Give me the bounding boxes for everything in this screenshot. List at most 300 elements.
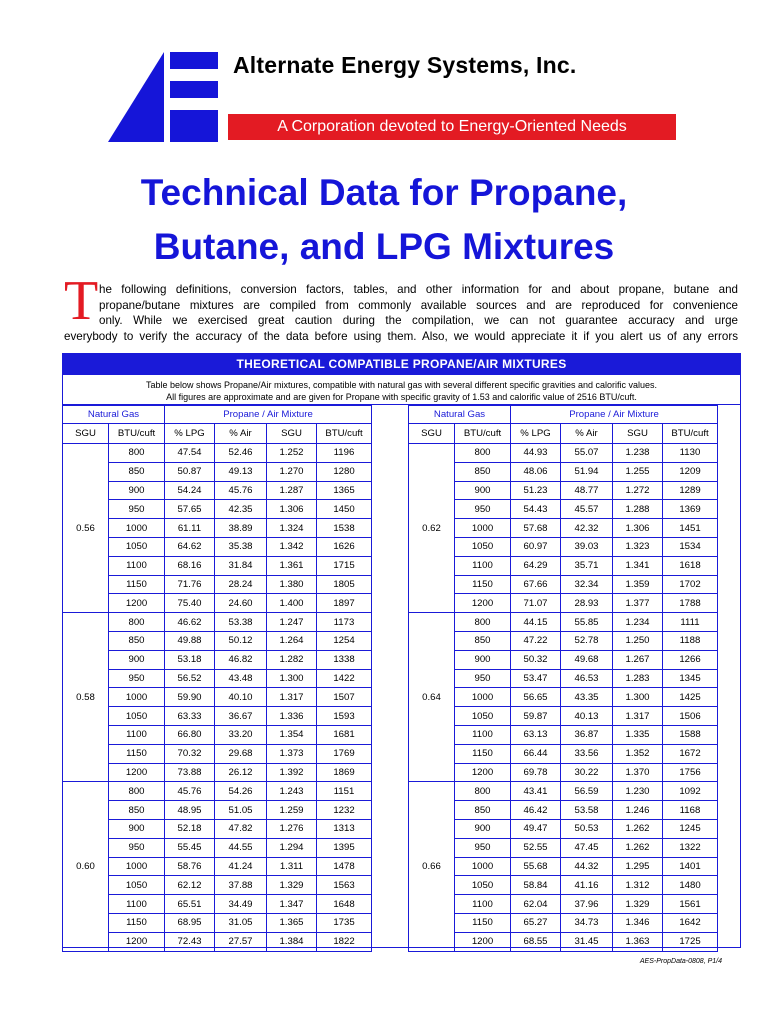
table-cell: 59.87 <box>511 707 561 726</box>
table-cell: 63.13 <box>511 725 561 744</box>
table-cell: 49.88 <box>165 631 215 650</box>
table-cell: 1.262 <box>613 838 663 857</box>
table-cell: 1.262 <box>613 819 663 838</box>
table-row <box>63 876 372 895</box>
table-row <box>63 838 372 857</box>
table-cell: 53.18 <box>165 650 215 669</box>
table-cell: 1.294 <box>267 838 317 857</box>
column-header: BTU/cuft <box>109 424 165 444</box>
table-cell: 1.380 <box>267 575 317 594</box>
table-cell: 55.85 <box>561 613 613 632</box>
table-cell: 1.306 <box>613 519 663 538</box>
table-row <box>63 725 372 744</box>
table-cell: 1.250 <box>613 631 663 650</box>
table-row <box>63 556 372 575</box>
table-cell: 1822 <box>317 932 372 951</box>
table-cell: 64.62 <box>165 537 215 556</box>
table-cell: 65.51 <box>165 895 215 914</box>
table-cell: 1150 <box>109 575 165 594</box>
table-cell: 1.346 <box>613 913 663 932</box>
table-cell: 71.07 <box>511 594 561 613</box>
table-cell: 1100 <box>455 895 511 914</box>
table-row <box>63 631 372 650</box>
table-cell: 800 <box>455 782 511 801</box>
table-cell: 1.324 <box>267 519 317 538</box>
table-row <box>63 895 372 914</box>
table-row <box>409 669 718 688</box>
table-cell: 1000 <box>109 688 165 707</box>
table-cell: 1.317 <box>267 688 317 707</box>
table-cell: 70.32 <box>165 744 215 763</box>
table-cell: 1.288 <box>613 500 663 519</box>
table-row <box>409 500 718 519</box>
table-cell: 1.252 <box>267 444 317 463</box>
group-header-natural-gas: Natural Gas <box>63 406 165 424</box>
table-cell: 49.68 <box>561 650 613 669</box>
page-title-line2: Butane, and LPG Mixtures <box>153 226 615 267</box>
table-cell: 1.272 <box>613 481 663 500</box>
table-cell: 28.93 <box>561 594 613 613</box>
natural-gas-sgu: 0.56 <box>63 444 109 613</box>
table-cell: 1200 <box>109 932 165 951</box>
table-desc-line1: Table below shows Propane/Air mixtures, compatible with natural gas with several different specific gravities and calorific values. <box>145 380 658 390</box>
table-cell: 1425 <box>663 688 718 707</box>
table-cell: 31.45 <box>561 932 613 951</box>
table-cell: 1401 <box>663 857 718 876</box>
table-row <box>63 650 372 669</box>
table-cell: 52.78 <box>561 631 613 650</box>
table-cell: 31.84 <box>215 556 267 575</box>
table-cell: 1150 <box>455 575 511 594</box>
table-cell: 47.22 <box>511 631 561 650</box>
table-cell: 1.323 <box>613 537 663 556</box>
table-cell: 1422 <box>317 669 372 688</box>
table-cell: 900 <box>455 650 511 669</box>
table-cell: 54.43 <box>511 500 561 519</box>
table-cell: 58.76 <box>165 857 215 876</box>
table-row <box>63 819 372 838</box>
table-cell: 900 <box>109 481 165 500</box>
table-cell: 55.68 <box>511 857 561 876</box>
table-cell: 1130 <box>663 444 718 463</box>
table-cell: 35.71 <box>561 556 613 575</box>
natural-gas-sgu: 0.60 <box>63 782 109 951</box>
table-row <box>409 519 718 538</box>
table-cell: 1150 <box>109 744 165 763</box>
table-cell: 1200 <box>455 763 511 782</box>
table-cell: 1100 <box>455 725 511 744</box>
table-cell: 1.283 <box>613 669 663 688</box>
table-row <box>409 744 718 763</box>
table-cell: 59.90 <box>165 688 215 707</box>
natural-gas-sgu: 0.62 <box>409 444 455 613</box>
table-row <box>409 481 718 500</box>
table-cell: 1.270 <box>267 462 317 481</box>
table-cell: 1.335 <box>613 725 663 744</box>
aes-logo <box>108 52 218 142</box>
table-cell: 1111 <box>663 613 718 632</box>
mixture-table-right <box>408 405 718 952</box>
table-cell: 46.82 <box>215 650 267 669</box>
intro-line: propane/butane mixtures are compiled from commonly available sources and are reproduced for convenience <box>99 298 738 312</box>
table-cell: 1313 <box>317 819 372 838</box>
table-row <box>409 838 718 857</box>
column-header: % Air <box>215 424 267 444</box>
table-cell: 1506 <box>663 707 718 726</box>
table-cell: 75.40 <box>165 594 215 613</box>
intro-line: he following definitions, conversion factors, tables, and other information for and about propane, butane and <box>99 283 738 296</box>
table-cell: 1756 <box>663 763 718 782</box>
table-cell: 42.32 <box>561 519 613 538</box>
natural-gas-sgu: 0.64 <box>409 613 455 782</box>
table-cell: 950 <box>455 500 511 519</box>
page-title-line1: Technical Data for Propane, <box>140 172 628 213</box>
table-row <box>409 556 718 575</box>
table-cell: 1.234 <box>613 613 663 632</box>
table-cell: 1.347 <box>267 895 317 914</box>
table-cell: 1100 <box>455 556 511 575</box>
table-cell: 73.88 <box>165 763 215 782</box>
table-cell: 45.76 <box>165 782 215 801</box>
table-description <box>63 375 740 405</box>
table-cell: 1593 <box>317 707 372 726</box>
intro-paragraph <box>64 282 738 344</box>
table-cell: 56.52 <box>165 669 215 688</box>
table-row <box>409 444 718 463</box>
table-cell: 1642 <box>663 913 718 932</box>
table-cell: 32.34 <box>561 575 613 594</box>
table-cell: 43.41 <box>511 782 561 801</box>
table-row <box>63 669 372 688</box>
table-cell: 51.94 <box>561 462 613 481</box>
table-cell: 64.29 <box>511 556 561 575</box>
intro-line: everybody to verify the accuracy of the data before using them. Also, we would appreciate it if you alert us of any errors <box>64 329 738 343</box>
table-cell: 31.05 <box>215 913 267 932</box>
table-cell: 1.329 <box>613 895 663 914</box>
table-cell: 1.311 <box>267 857 317 876</box>
table-cell: 30.22 <box>561 763 613 782</box>
company-name: Alternate Energy Systems, Inc. <box>233 52 577 78</box>
table-cell: 1050 <box>109 537 165 556</box>
table-cell: 52.46 <box>215 444 267 463</box>
table-cell: 1672 <box>663 744 718 763</box>
table-cell: 1322 <box>663 838 718 857</box>
table-cell: 1561 <box>663 895 718 914</box>
table-cell: 39.03 <box>561 537 613 556</box>
table-cell: 1480 <box>663 876 718 895</box>
table-cell: 1151 <box>317 782 372 801</box>
table-cell: 51.05 <box>215 801 267 820</box>
table-cell: 1588 <box>663 725 718 744</box>
table-row <box>63 688 372 707</box>
table-cell: 1232 <box>317 801 372 820</box>
table-cell: 800 <box>455 444 511 463</box>
table-row <box>409 876 718 895</box>
table-cell: 36.67 <box>215 707 267 726</box>
table-cell: 33.20 <box>215 725 267 744</box>
table-cell: 1618 <box>663 556 718 575</box>
table-row <box>409 895 718 914</box>
table-cell: 51.23 <box>511 481 561 500</box>
table-cell: 1188 <box>663 631 718 650</box>
table-cell: 1150 <box>455 913 511 932</box>
table-cell: 1.230 <box>613 782 663 801</box>
natural-gas-sgu: 0.66 <box>409 782 455 951</box>
table-cell: 1200 <box>455 594 511 613</box>
table-cell: 1254 <box>317 631 372 650</box>
table-row <box>409 801 718 820</box>
table-cell: 1.377 <box>613 594 663 613</box>
table-cell: 1725 <box>663 932 718 951</box>
table-cell: 1.247 <box>267 613 317 632</box>
table-row <box>63 763 372 782</box>
table-cell: 1.384 <box>267 932 317 951</box>
table-cell: 1092 <box>663 782 718 801</box>
table-cell: 850 <box>455 631 511 650</box>
table-cell: 850 <box>455 462 511 481</box>
table-cell: 900 <box>109 650 165 669</box>
table-cell: 46.62 <box>165 613 215 632</box>
table-cell: 850 <box>109 631 165 650</box>
table-cell: 46.42 <box>511 801 561 820</box>
table-cell: 1000 <box>455 519 511 538</box>
table-cell: 800 <box>455 613 511 632</box>
table-cell: 43.35 <box>561 688 613 707</box>
table-cell: 1245 <box>663 819 718 838</box>
table-row <box>409 575 718 594</box>
table-cell: 49.13 <box>215 462 267 481</box>
table-cell: 43.48 <box>215 669 267 688</box>
table-cell: 1769 <box>317 744 372 763</box>
table-cell: 57.68 <box>511 519 561 538</box>
table-cell: 1200 <box>109 763 165 782</box>
table-cell: 62.04 <box>511 895 561 914</box>
table-cell: 47.45 <box>561 838 613 857</box>
table-cell: 1.282 <box>267 650 317 669</box>
table-cell: 1050 <box>455 537 511 556</box>
table-cell: 48.06 <box>511 462 561 481</box>
table-cell: 60.97 <box>511 537 561 556</box>
table-cell: 1.363 <box>613 932 663 951</box>
table-cell: 72.43 <box>165 932 215 951</box>
table-cell: 63.33 <box>165 707 215 726</box>
table-cell: 1100 <box>109 556 165 575</box>
table-cell: 24.60 <box>215 594 267 613</box>
table-cell: 61.11 <box>165 519 215 538</box>
table-row <box>409 613 718 632</box>
table-cell: 52.18 <box>165 819 215 838</box>
table-cell: 1050 <box>109 707 165 726</box>
table-cell: 1534 <box>663 537 718 556</box>
column-header: % Air <box>561 424 613 444</box>
table-cell: 1050 <box>455 876 511 895</box>
table-cell: 950 <box>109 838 165 857</box>
table-cell: 41.16 <box>561 876 613 895</box>
table-cell: 1.336 <box>267 707 317 726</box>
table-row <box>63 575 372 594</box>
table-cell: 1395 <box>317 838 372 857</box>
table-cell: 1050 <box>109 876 165 895</box>
table-cell: 1.255 <box>613 462 663 481</box>
table-cell: 53.58 <box>561 801 613 820</box>
column-header: SGU <box>63 424 109 444</box>
column-header: SGU <box>613 424 663 444</box>
table-cell: 1.400 <box>267 594 317 613</box>
table-cell: 1289 <box>663 481 718 500</box>
mixture-table-left <box>62 405 372 952</box>
table-cell: 1.354 <box>267 725 317 744</box>
table-cell: 1100 <box>109 725 165 744</box>
table-cell: 1.370 <box>613 763 663 782</box>
table-cell: 1150 <box>455 744 511 763</box>
table-cell: 1100 <box>109 895 165 914</box>
table-cell: 37.88 <box>215 876 267 895</box>
table-row <box>409 688 718 707</box>
table-cell: 45.76 <box>215 481 267 500</box>
table-cell: 1648 <box>317 895 372 914</box>
table-cell: 1788 <box>663 594 718 613</box>
table-cell: 1266 <box>663 650 718 669</box>
table-cell: 950 <box>455 838 511 857</box>
table-cell: 1280 <box>317 462 372 481</box>
table-cell: 55.45 <box>165 838 215 857</box>
table-row <box>409 725 718 744</box>
table-cell: 53.47 <box>511 669 561 688</box>
column-header: BTU/cuft <box>663 424 718 444</box>
table-cell: 47.54 <box>165 444 215 463</box>
table-cell: 45.57 <box>561 500 613 519</box>
table-row <box>63 462 372 481</box>
table-cell: 27.57 <box>215 932 267 951</box>
table-cell: 49.47 <box>511 819 561 838</box>
table-cell: 1168 <box>663 801 718 820</box>
table-cell: 1.329 <box>267 876 317 895</box>
group-header-propane-air: Propane / Air Mixture <box>511 406 718 424</box>
table-row <box>63 744 372 763</box>
table-cell: 1.295 <box>613 857 663 876</box>
table-cell: 950 <box>109 500 165 519</box>
table-desc-line2: All figures are approximate and are given for Propane with specific gravity of 1.53 and calorific value of 2516 BTU/cuft. <box>166 392 637 402</box>
table-row <box>63 444 372 463</box>
table-cell: 1338 <box>317 650 372 669</box>
intro-line: only. While we exercised great caution during the compilation, we can not guarantee accuracy and urge <box>99 314 738 327</box>
table-row <box>409 537 718 556</box>
company-tagline: A Corporation devoted to Energy-Oriented Needs <box>228 114 676 140</box>
table-cell: 1.264 <box>267 631 317 650</box>
table-cell: 1150 <box>109 913 165 932</box>
table-cell: 1.259 <box>267 801 317 820</box>
table-cell: 62.12 <box>165 876 215 895</box>
table-cell: 1.361 <box>267 556 317 575</box>
table-cell: 68.95 <box>165 913 215 932</box>
table-cell: 68.16 <box>165 556 215 575</box>
table-cell: 50.53 <box>561 819 613 838</box>
table-row <box>63 857 372 876</box>
table-row <box>63 932 372 951</box>
table-cell: 1626 <box>317 537 372 556</box>
table-cell: 950 <box>455 669 511 688</box>
table-cell: 1735 <box>317 913 372 932</box>
table-row <box>63 801 372 820</box>
table-cell: 1897 <box>317 594 372 613</box>
column-header: SGU <box>267 424 317 444</box>
table-cell: 1450 <box>317 500 372 519</box>
table-cell: 29.68 <box>215 744 267 763</box>
table-row <box>63 519 372 538</box>
table-cell: 1869 <box>317 763 372 782</box>
table-cell: 40.10 <box>215 688 267 707</box>
table-cell: 58.84 <box>511 876 561 895</box>
table-cell: 850 <box>109 801 165 820</box>
table-cell: 800 <box>109 782 165 801</box>
table-cell: 850 <box>455 801 511 820</box>
table-cell: 54.24 <box>165 481 215 500</box>
table-cell: 46.53 <box>561 669 613 688</box>
column-header: % LPG <box>165 424 215 444</box>
table-cell: 37.96 <box>561 895 613 914</box>
table-cell: 50.87 <box>165 462 215 481</box>
table-cell: 1.243 <box>267 782 317 801</box>
table-cell: 1000 <box>455 857 511 876</box>
table-cell: 800 <box>109 444 165 463</box>
table-cell: 950 <box>109 669 165 688</box>
table-cell: 66.44 <box>511 744 561 763</box>
table-cell: 44.15 <box>511 613 561 632</box>
table-cell: 1805 <box>317 575 372 594</box>
table-cell: 1200 <box>455 932 511 951</box>
table-row <box>409 763 718 782</box>
table-cell: 1.341 <box>613 556 663 575</box>
table-cell: 42.35 <box>215 500 267 519</box>
table-cell: 1000 <box>109 857 165 876</box>
table-cell: 44.55 <box>215 838 267 857</box>
table-row <box>63 537 372 556</box>
natural-gas-sgu: 0.58 <box>63 613 109 782</box>
table-row <box>409 650 718 669</box>
group-header-natural-gas: Natural Gas <box>409 406 511 424</box>
table-row <box>63 613 372 632</box>
table-cell: 34.73 <box>561 913 613 932</box>
table-row <box>409 631 718 650</box>
table-cell: 850 <box>109 462 165 481</box>
table-cell: 1.342 <box>267 537 317 556</box>
table-cell: 33.56 <box>561 744 613 763</box>
intro-dropcap: T <box>64 270 99 332</box>
table-row <box>63 594 372 613</box>
table-cell: 55.07 <box>561 444 613 463</box>
table-row <box>409 857 718 876</box>
table-title: THEORETICAL COMPATIBLE PROPANE/AIR MIXTURES <box>63 354 740 375</box>
table-cell: 1.365 <box>267 913 317 932</box>
table-cell: 1.267 <box>613 650 663 669</box>
table-cell: 26.12 <box>215 763 267 782</box>
table-cell: 1.392 <box>267 763 317 782</box>
table-cell: 44.32 <box>561 857 613 876</box>
table-cell: 1681 <box>317 725 372 744</box>
table-row <box>409 913 718 932</box>
table-row <box>409 707 718 726</box>
table-row <box>63 707 372 726</box>
table-cell: 47.82 <box>215 819 267 838</box>
table-cell: 1538 <box>317 519 372 538</box>
table-row <box>409 782 718 801</box>
table-cell: 1.317 <box>613 707 663 726</box>
column-header: BTU/cuft <box>317 424 372 444</box>
table-cell: 1.287 <box>267 481 317 500</box>
table-cell: 1.246 <box>613 801 663 820</box>
table-cell: 1000 <box>455 688 511 707</box>
table-cell: 69.78 <box>511 763 561 782</box>
